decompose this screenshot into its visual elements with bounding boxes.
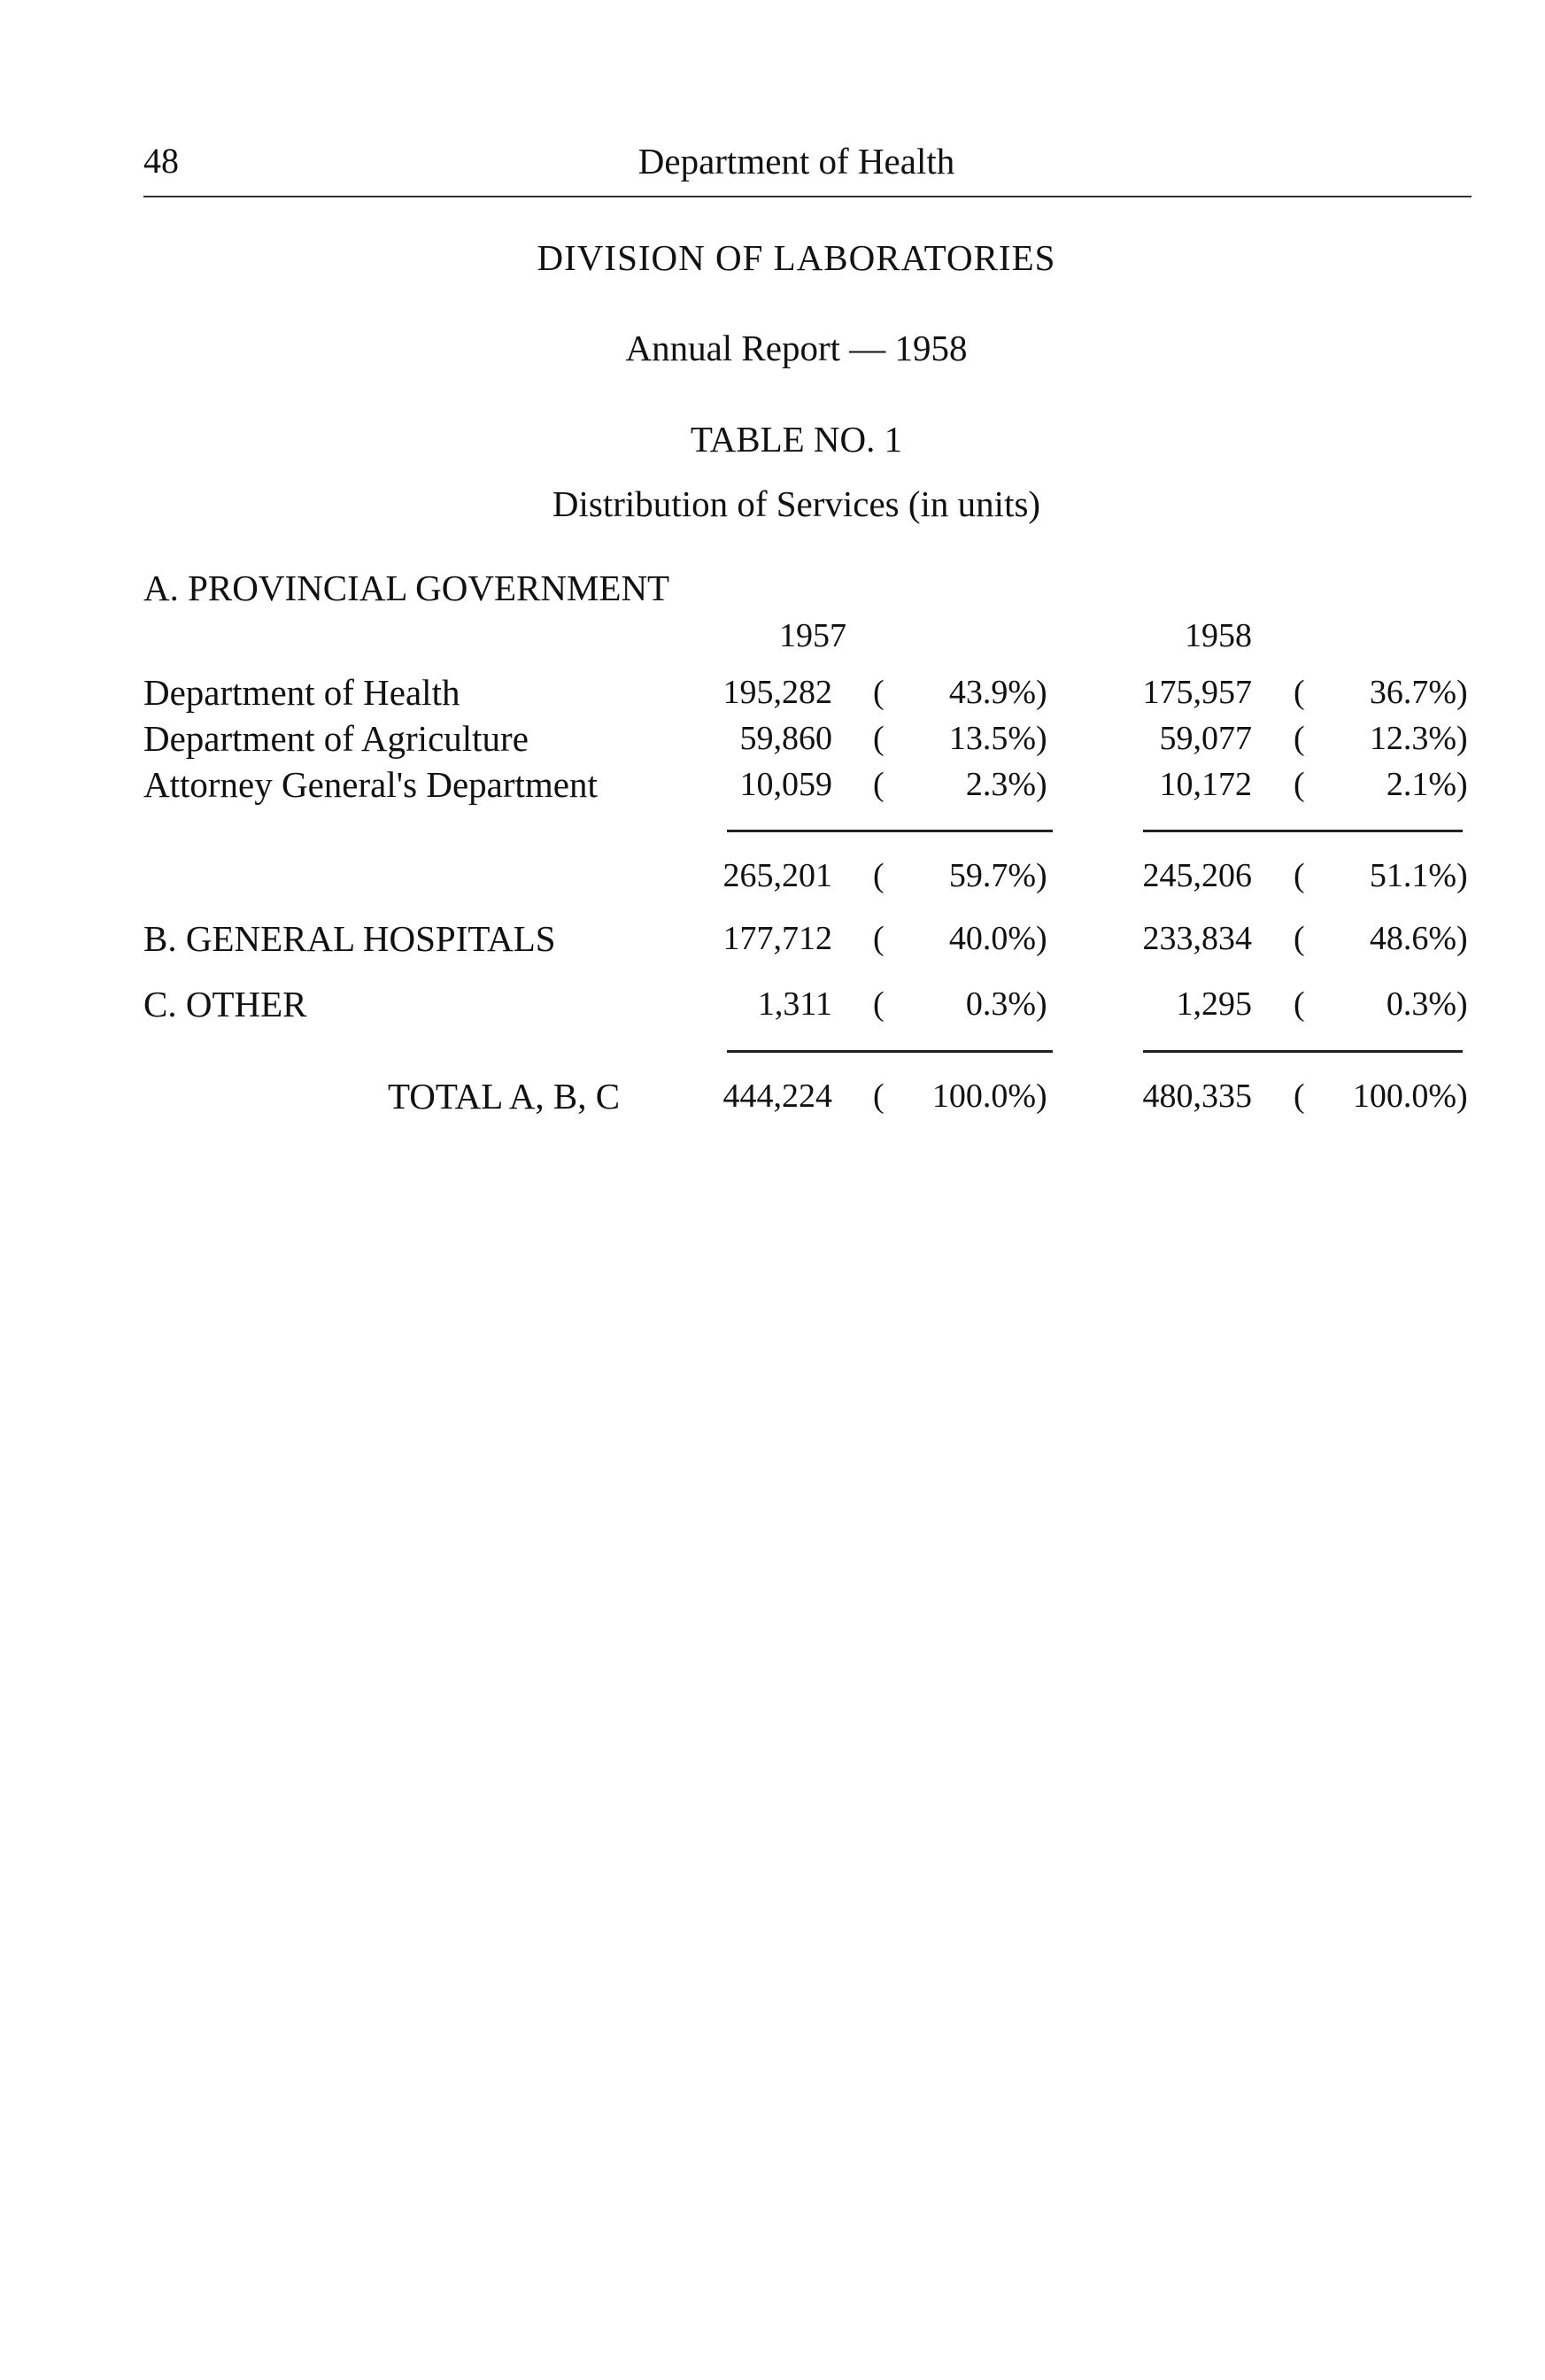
total-percent-1958: ( 100.0%) xyxy=(1294,1078,1468,1115)
percent-value: 12.3% xyxy=(1369,720,1456,757)
value-1957: 195,282 xyxy=(722,674,832,711)
page-number: 48 xyxy=(143,141,179,181)
percent-value: 40.0% xyxy=(948,920,1036,957)
total-label: TOTAL A, B, C xyxy=(388,1076,621,1117)
percent-1957: ( 43.9%) xyxy=(873,674,1047,711)
percent-1957: ( 0.3%) xyxy=(873,985,1047,1023)
percent-value: 59.7% xyxy=(948,857,1036,894)
value-1957: 177,712 xyxy=(722,920,832,957)
percent-value: 100.0% xyxy=(931,1078,1036,1115)
subtotal-rule-1957 xyxy=(727,830,1053,832)
subtotal-percent-1958: ( 51.1%) xyxy=(1294,857,1468,894)
header-rule xyxy=(143,196,1472,197)
total-value-1957: 444,224 xyxy=(722,1078,832,1115)
subtotal-rule-1958 xyxy=(1143,830,1463,832)
year-header-1958: 1958 xyxy=(1185,617,1252,654)
value-1957: 10,059 xyxy=(739,766,832,803)
subtotal-value-1957: 265,201 xyxy=(722,857,832,894)
total-percent-1957: ( 100.0%) xyxy=(873,1078,1047,1115)
value-1958: 1,295 xyxy=(1176,985,1252,1023)
annual-report-heading: Annual Report — 1958 xyxy=(625,328,968,368)
row-label-attorney-generals-department: Attorney General's Department xyxy=(143,764,598,805)
table-subtitle: Distribution of Services (in units) xyxy=(552,483,1041,524)
percent-value: 2.3% xyxy=(965,766,1036,803)
percent-value: 0.3% xyxy=(965,985,1036,1023)
table-number: TABLE NO. 1 xyxy=(690,419,903,460)
row-label-department-of-agriculture: Department of Agriculture xyxy=(143,718,529,759)
percent-1958: ( 12.3%) xyxy=(1294,720,1468,757)
percent-value: 43.9% xyxy=(948,674,1036,711)
value-1957: 59,860 xyxy=(739,720,832,757)
value-1958: 10,172 xyxy=(1159,766,1252,803)
subtotal-value-1958: 245,206 xyxy=(1142,857,1252,894)
value-1958: 59,077 xyxy=(1159,720,1252,757)
percent-1958: ( 2.1%) xyxy=(1294,766,1468,803)
section-a-heading: A. PROVINCIAL GOVERNMENT xyxy=(143,568,670,608)
percent-1957: ( 13.5%) xyxy=(873,720,1047,757)
percent-1957: ( 2.3%) xyxy=(873,766,1047,803)
value-1958: 175,957 xyxy=(1142,674,1252,711)
percent-value: 100.0% xyxy=(1352,1078,1456,1115)
total-rule-1957 xyxy=(727,1050,1053,1053)
section-b-heading: B. GENERAL HOSPITALS xyxy=(143,918,556,959)
section-c-heading: C. OTHER xyxy=(143,984,307,1024)
subtotal-percent-1957: ( 59.7%) xyxy=(873,857,1047,894)
percent-1958: ( 0.3%) xyxy=(1294,985,1468,1023)
total-value-1958: 480,335 xyxy=(1142,1078,1252,1115)
percent-1957: ( 40.0%) xyxy=(873,920,1047,957)
percent-value: 48.6% xyxy=(1369,920,1456,957)
percent-value: 2.1% xyxy=(1386,766,1456,803)
value-1958: 233,834 xyxy=(1142,920,1252,957)
total-rule-1958 xyxy=(1143,1050,1463,1053)
percent-value: 0.3% xyxy=(1386,985,1456,1023)
percent-value: 36.7% xyxy=(1369,674,1456,711)
percent-value: 51.1% xyxy=(1369,857,1456,894)
percent-1958: ( 48.6%) xyxy=(1294,920,1468,957)
row-label-department-of-health: Department of Health xyxy=(143,672,460,713)
division-title: DIVISION OF LABORATORIES xyxy=(537,237,1056,278)
value-1957: 1,311 xyxy=(757,985,832,1023)
running-head: Department of Health xyxy=(637,141,955,182)
year-header-1957: 1957 xyxy=(779,617,846,654)
percent-1958: ( 36.7%) xyxy=(1294,674,1468,711)
percent-value: 13.5% xyxy=(948,720,1036,757)
